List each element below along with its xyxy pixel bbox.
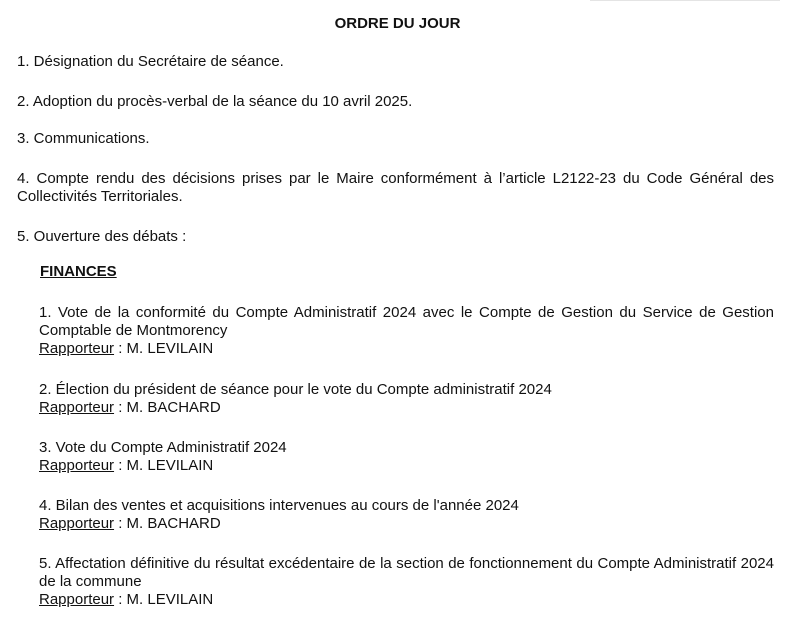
rapporteur-label: Rapporteur	[39, 340, 115, 357]
rapporteur-label: Rapporteur	[39, 399, 115, 416]
rapporteur-line	[39, 515, 774, 533]
rapporteur-name: : M. BACHARD	[114, 515, 221, 532]
rapporteur-name: : M. BACHARD	[114, 399, 221, 416]
finance-item-1	[39, 304, 774, 358]
finance-item-text: 5. Affectation définitive du résultat excédentaire de la section de fonctionnement du Compte Administratif 2024 de la commune	[39, 555, 774, 590]
agenda-item-2: 2. Adoption du procès-verbal de la séance du 10 avril 2025.	[17, 93, 413, 110]
rapporteur-label: Rapporteur	[39, 591, 115, 608]
agenda-item-1: 1. Désignation du Secrétaire de séance.	[17, 53, 284, 70]
rapporteur-line	[39, 340, 774, 358]
finance-item-text: 2. Élection du président de séance pour le vote du Compte administratif 2024	[39, 381, 552, 398]
rapporteur-label: Rapporteur	[39, 515, 115, 532]
finance-item-4	[39, 497, 774, 533]
scan-edge-line	[590, 0, 780, 1]
rapporteur-line	[39, 591, 774, 609]
agenda-item-3: 3. Communications.	[17, 130, 150, 147]
agenda-item-5: 5. Ouverture des débats :	[17, 228, 187, 245]
rapporteur-name: : M. LEVILAIN	[114, 340, 214, 357]
finance-item-text: 3. Vote du Compte Administratif 2024	[39, 439, 287, 456]
section-heading-finances: FINANCES	[40, 263, 117, 280]
rapporteur-name: : M. LEVILAIN	[114, 591, 214, 608]
rapporteur-label: Rapporteur	[39, 457, 115, 474]
finance-item-2	[39, 381, 774, 417]
rapporteur-line	[39, 457, 774, 475]
finance-item-text: 4. Bilan des ventes et acquisitions intervenues au cours de l'année 2024	[39, 497, 519, 514]
rapporteur-line	[39, 399, 774, 417]
page-title: ORDRE DU JOUR	[334, 15, 461, 32]
finance-item-text: 1. Vote de la conformité du Compte Administratif 2024 avec le Compte de Gestion du Service de Gestion Comptable de Montmorency	[39, 304, 774, 339]
agenda-item-4: 4. Compte rendu des décisions prises par le Maire conformément à l’article L2122-23 du Code Général des Collectivités Territoriales.	[17, 170, 774, 205]
finance-item-3	[39, 439, 774, 475]
rapporteur-name: : M. LEVILAIN	[114, 457, 214, 474]
finance-item-5	[39, 555, 774, 609]
